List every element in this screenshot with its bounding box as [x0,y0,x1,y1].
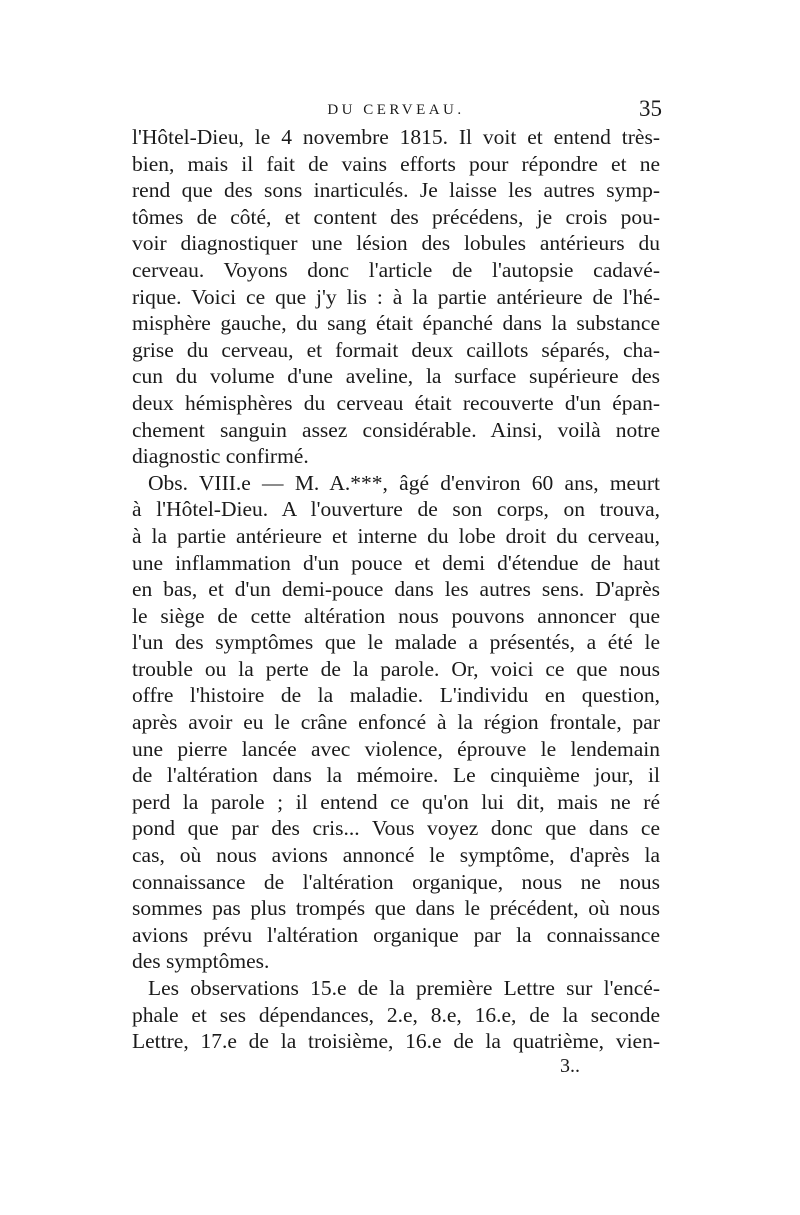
text-line: Obs. VIII.e — M. A.***, âgé d'environ 60 ans, meurt [148,470,660,495]
text-line: voir diagnostiquer une lésion des lobules antérieurs du [132,231,660,256]
text-line: l'un des symptômes que le malade a présentés, a été le [132,630,660,655]
text-line: tômes de côté, et content des précédens, je crois pou- [132,204,660,229]
text-line: cerveau. Voyons donc l'article de l'autopsie cadavé- [132,257,660,282]
text-line: à l'Hôtel-Dieu. A l'ouverture de son corps, on trouva, [132,497,660,522]
page-number: 35 [639,96,662,121]
signature-mark: 3.. [560,1055,580,1077]
text-line: perd la parole ; il entend ce qu'on lui dit, mais ne ré [132,789,660,814]
text-line: cas, où nous avions annoncé le symptôme, d'après la [132,843,660,868]
text-line: une pierre lancée avec violence, éprouve le lendemain [132,736,660,761]
body-text [132,124,660,1055]
text-line: diagnostic confirmé. [132,444,309,469]
text-line: Les observations 15.e de la première Lettre sur l'encé- [148,976,660,1000]
text-line: rend que des sons inarticulés. Je laisse les autres symp- [132,178,660,203]
text-line: offre l'histoire de la maladie. L'individu en question, [132,683,660,708]
text-line: trouble ou la perte de la parole. Or, voici ce que nous [132,656,660,681]
text-line: l'Hôtel-Dieu, le 4 novembre 1815. Il voit et entend très- [132,125,660,149]
text-line: le siège de cette altération nous pouvons annoncer que [132,603,660,628]
text-line: misphère gauche, du sang était épanché dans la substance [132,311,660,336]
text-line: avions prévu l'altération organique par la connaissance [132,922,660,947]
text-line: de l'altération dans la mémoire. Le cinquième jour, il [132,763,660,788]
text-line: Lettre, 17.e de la troisième, 16.e de la quatrième, vien- [132,1029,660,1054]
text-line: une inflammation d'un pouce et demi d'étendue de haut [132,550,660,575]
text-line: des symptômes. [132,949,270,974]
text-line: grise du cerveau, et formait deux caillots séparés, cha- [132,337,660,362]
running-title: DU CERVEAU. [327,102,465,118]
text-line: pond que par des cris... Vous voyez donc que dans ce [132,816,660,841]
text-line: bien, mais il fait de vains efforts pour répondre et ne [132,151,660,176]
text-line: sommes pas plus trompés que dans le précédent, où nous [132,896,660,921]
text-line: phale et ses dépendances, 2.e, 8.e, 16.e, de la seconde [132,1002,660,1027]
text-line: chement sanguin assez considérable. Ainsi, voilà notre [132,417,660,442]
text-line: en bas, et d'un demi-pouce dans les autres sens. D'après [132,577,660,602]
text-line: cun du volume d'une aveline, la surface supérieure des [132,364,660,389]
running-head [132,96,660,126]
text-line: deux hémisphères du cerveau était recouverte d'un épan- [132,390,660,415]
text-line: connaissance de l'altération organique, nous ne nous [132,869,660,894]
text-line: rique. Voici ce que j'y lis : à la partie antérieure de l'hé- [132,284,660,309]
text-line: après avoir eu le crâne enfoncé à la région frontale, par [132,710,660,735]
text-line: à la partie antérieure et interne du lobe droit du cerveau, [132,523,660,548]
